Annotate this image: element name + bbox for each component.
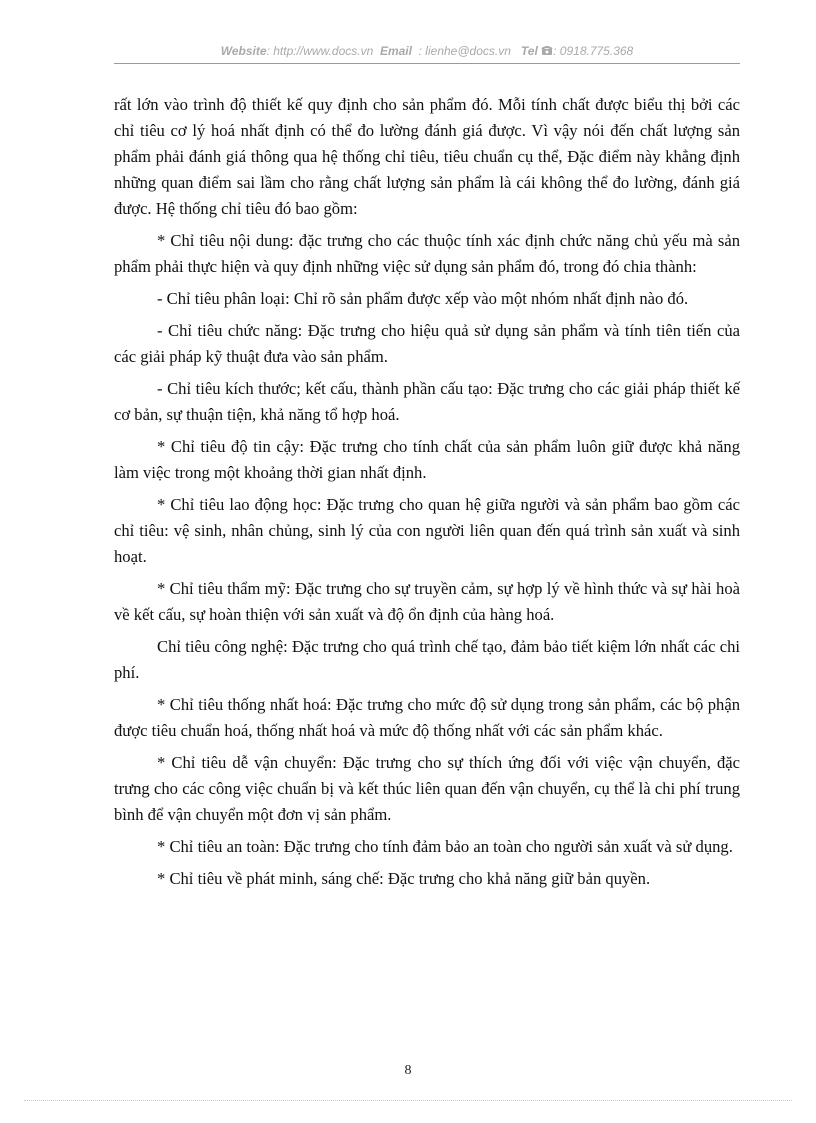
paragraph: * Chỉ tiêu dễ vận chuyển: Đặc trưng cho sự thích ứng đối với việc vận chuyển, đặc trưng cho các công việc chuẩn bị và kết thúc liên quan đến vận chuyển, cụ thể là chi phí trung bình để vận chuyển một đơn vị sản phẩm. [114, 753, 740, 824]
tel-value: : 0918.775.368 [553, 44, 634, 58]
paragraph: * Chỉ tiêu lao động học: Đặc trưng cho quan hệ giữa người và sản phẩm bao gồm các chỉ tiêu: vệ sinh, nhân chủng, sinh lý của con người liên quan đến quá trình sản xuất và sinh hoạt. [114, 495, 740, 566]
header-divider [114, 63, 740, 64]
email-value: : lienhe@docs.vn [418, 44, 511, 58]
paragraph: rất lớn vào trình độ thiết kế quy định cho sản phẩm đó. Mỗi tính chất được biểu thị bởi các chỉ tiêu cơ lý hoá nhất định có thể đo lường đánh giá được. Vì vậy nói đến chất lượng sản phẩm phải đánh giá thông qua hệ thống chỉ tiêu, tiêu chuẩn cụ thể, Đặc điểm này khẳng định những quan điểm sai lầm cho rằng chất lượng sản phẩm là cái không thể đo lường, đánh giá được. Hệ thống chỉ tiêu đó bao gồm: [114, 95, 740, 218]
tel-label: Tel [520, 44, 538, 58]
paragraph: * Chỉ tiêu thống nhất hoá: Đặc trưng cho mức độ sử dụng trong sản phẩm, các bộ phận được tiêu chuẩn hoá, thống nhất hoá và mức độ thống nhất với các sản phẩm khác. [114, 695, 740, 740]
document-body [114, 92, 740, 898]
paragraph: Chỉ tiêu công nghệ: Đặc trưng cho quá trình chế tạo, đảm bảo tiết kiệm lớn nhất các chi phí. [114, 637, 740, 682]
paragraph: - Chỉ tiêu chức năng: Đặc trưng cho hiệu quả sử dụng sản phẩm và tính tiên tiến của các giải pháp kỹ thuật đưa vào sản phẩm. [114, 321, 740, 366]
website-label: Website [220, 44, 267, 58]
paragraph: * Chỉ tiêu thẩm mỹ: Đặc trưng cho sự truyền cảm, sự hợp lý về hình thức và sự hài hoà về kết cấu, sự hoàn thiện với sản xuất và độ ổn định của hàng hoá. [114, 579, 740, 624]
page-number: 8 [404, 1063, 412, 1078]
paragraph: * Chỉ tiêu an toàn: Đặc trưng cho tính đảm bảo an toàn cho người sản xuất và sử dụng. [157, 837, 733, 856]
website-value: : http://www.docs.vn [266, 44, 374, 58]
paragraph: - Chỉ tiêu phân loại: Chỉ rõ sản phẩm được xếp vào một nhóm nhất định nào đó. [157, 289, 689, 308]
phone-icon [541, 45, 553, 59]
paragraph: - Chỉ tiêu kích thước; kết cấu, thành phần cấu tạo: Đặc trưng cho các giải pháp thiết kế cơ bản, sự thuận tiện, khả năng tổ hợp hoá. [114, 379, 740, 424]
email-label: Email [379, 44, 412, 58]
paragraph: * Chỉ tiêu độ tin cậy: Đặc trưng cho tính chất của sản phẩm luôn giữ được khả năng làm việc trong một khoảng thời gian nhất định. [114, 437, 740, 482]
page-header [114, 44, 740, 64]
paragraph: * Chỉ tiêu về phát minh, sáng chế: Đặc trưng cho khả năng giữ bản quyền. [157, 869, 651, 888]
paragraph: * Chỉ tiêu nội dung: đặc trưng cho các thuộc tính xác định chức năng chủ yếu mà sản phẩm phải thực hiện và quy định những việc sử dụng sản phẩm đó, trong đó chia thành: [114, 231, 740, 276]
footer-divider [24, 1100, 792, 1101]
